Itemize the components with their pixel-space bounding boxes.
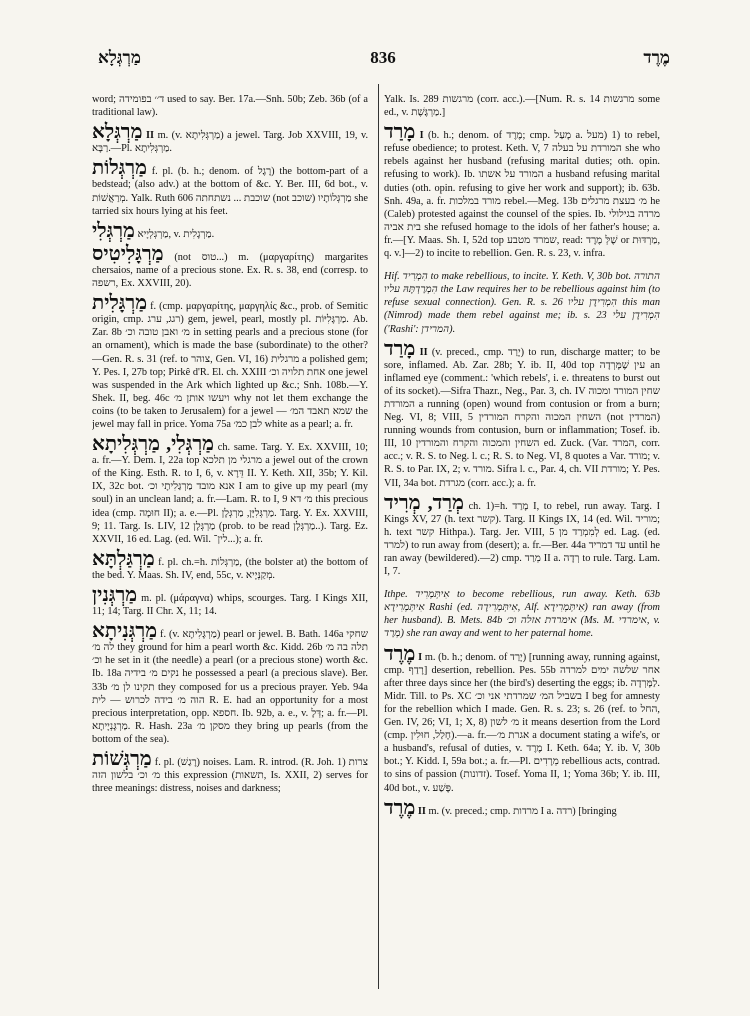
dictionary-entry [92,158,368,217]
entry-headword: מֶרֶד [384,642,416,665]
dictionary-entry [92,621,368,746]
entry-headword: מַרְגְּלוֹת [92,157,147,180]
column-divider [378,84,379,989]
entry-numeral: II [146,130,155,142]
entry-definition: f. (v. מַרְגָּלִיתָא) pearl or jewel. B. Bath. 146a שחקי לה מ׳ they ground for him a pearl worth &c. Kidd. 26b תלה בה מ׳ וכ׳ he set in it (the needle) a pearl (or a precious stone) worth &c. Ib. 18a נקים מ׳ בידיה he possessed a pearl (a precious slave). Ber. 33b תקינו לן מ׳ they composed for us a precious prayer. Yeb. 94a הוה מ׳ בידה לכרוש — לית R. E. had an opportunity for a most precious interpretation, opp. חספא. Ib. 92b, a. e., v. דְּלָ; a. fr.—Pl. מַרְגָּנְיָיתָא. R. Hash. 23a מסקן מ׳ they bring up pearls (from the bottom of the sea). [92,629,368,745]
dictionary-entry [384,263,660,335]
dictionary-entry [384,493,660,579]
dictionary-entry [92,122,368,155]
entry-definition: (b. h.; denom. of מֶרֶד; cmp. מָעַל a. מעל) 1) to rebel, refuse obedience; to protest. Keth. V, 7 המורדת על בעלה she who rebels against her husband (refusing marital duties; oth. opin. refusing to work). Ib. המורד על אשתו a husband refusing marital duties (oth. opin. refusing to give her work and support); ib. 63b. Snh. 49a, a. fr. מורד במלכות rebel.—Meg. 13b מ׳ בעצת מרגלים he (Caleb) protested against the counsel of the spies. Ib. מרדה בגילולי בית אביה she refused homage to the idols of her father's house; a. fr.—[Y. Maas. Sh. I, 52d top שמרד מטבע, read: שֶׁלְּ מֶרֶד or מַרְדּוּת, q. v.]—2) to incite to rebellion. Gen. R. s. 23, v. infra. [384,130,660,260]
header-right-word: מֶרֶד [643,48,670,67]
entry-headword: מֶרֶד [384,796,416,819]
dictionary-entry [92,549,368,582]
entry-numeral: II [417,805,426,817]
entry-numeral: II [419,346,428,358]
entry-headword: מְרַד, מְרִיד [384,491,464,514]
entry-headword: מַרְגְּשׁוֹת [92,748,152,771]
entry-definition: Ithpe. אִיתְּמְרִיד to become rebellious, run away. Keth. 63b אִיתְּמְרִידָא Rashi (ed. אִיתְּמְרִידָה, Alf. אִיתְּמְרִידָא) ran away (from her husband). B. Mets. 84b אימרדת אזלה וכ׳ (Ms. M. אימרדי, v. מְרַד) she ran away and went to her paternal home. [384,589,660,640]
dictionary-entry [384,798,660,818]
entry-headword: מַרְגְּנִין [92,584,138,606]
entry-definition: (not טוס...) m. (μαργαρίτης) margarites chersaios, name of a precious stone. Ex. R. s. 38, end (corresp. to רשפה, Ex. XXVIII, 20). [92,251,368,290]
entry-definition: m. (v. מַרְגְּלִיתָא) a jewel. Targ. Job XXVIII, 19, v. רַבָּא.—Pl. מַרְגְּלִיתָא. [92,130,368,155]
entry-definition: word; ד׳׳ בפומידה used to say. Ber. 17a.—Snh. 50b; Zeb. 36b (of a traditional law). [92,94,368,119]
entry-definition: f. pl. (b. h.; denom. of רֶגֶל) the bottom-part of a bedstead; (also adv.) at the bottom of &c. Y. Ber. III, 6d bot., v. מְרַאֲשׁוֹת. Yalk. Ruth 606 שוכבת ... נשתחתה (not שוכב) מַרְגְּלוֹתָיו she tarried six hours lying at his feet. [92,166,368,217]
entry-definition: Hif. הִמְרִיד to make rebellious, to incite. Y. Keth. V, 30b bot. התורה הִמְרַדְתָּהּ עליו the Law requires her to be rebellious against him (to refuse sexual connection). Gen. R. s. 26 הִמְרִידָן עליו this man (Nimrod) made them rebel against me; ib. s. 23 הִמְרִידָן עלי ('Rashi': המרידן). [384,271,660,335]
entry-numeral: I [418,651,423,663]
entry-headword: מַרְגְּלָא [92,121,143,144]
entry-definition: ch. 1)=h. מָרַד I, to rebel, run away. Targ. I Kings XV, 27 (h. text קשר). Targ. II Kings IX, 14 (ed. Wil. מוריד; h. text קשר Hithpa.). Targ. Jer. VIII, 5 לְמִמְרַד מן ed. Lag. (ed. למרד) to run away from (desert); a. fr.—Ber. 44a עד דמריד until he ran away (bewildered).—2) cmp. מְרַד II a. רְדָה to rule. Targ. Lam. I, 7. [384,500,660,578]
entry-headword: מַרְגָּלִית [92,292,148,315]
entry-definition: m. pl. (μάραγνα) whips, scourges. Targ. I Kings XII, 11; 14; Targ. II Chr. X, 11; 14. [92,593,368,618]
right-column [384,86,660,991]
dictionary-entry [384,644,660,795]
entry-definition: f. (cmp. μαργαρίτης, μαργηλίς &c., prob. of Semitic origin, cmp. רגג, ערג) gem, jewel, pearl, mostly pl. מַרְגָּלִיּוֹת. Ab. Zar. 8b מ׳ ואבן טובה וכ׳ in setting pearls and a precious stone (for an ornament), which is made the base (subordinate) to the other?—Gen. R. s. 31 (ref. to צוהר, Gen. VI, 16) מרגלית a polished gem; Y. Pes. I, 27b top; Pirkê d'R. El. ch. XXIII אחת תלויה וכ׳ one jewel was suspended in the Ark which lighted up &c.; Snh. 108b.—Y. Shek. II, beg. 46c ויעשו אותן מ׳ why not let them exchange the coins (to be taken to Jerusalem) for a jewel — שמא תאבד המ׳ the jewel may fall in price. Yoma 75a לבן כמ׳ white as a pearl; a. fr. [92,301,368,430]
dictionary-entry [92,749,368,795]
page-header [88,48,678,70]
page-number: 836 [370,48,396,67]
entry-numeral: I [419,130,424,142]
entry-definition: (v. preced., cmp. יָרַד) to run, discharge matter; to be sore, inflamed. Ab. Zar. 28b; Y. ib. II, 40d top עין שֶׁמָּרְדָה an inflamed eye (comment.: 'which rebels', i. e. threatens to burst out of its socket).—Sifra Thazr., Neg., Par. 3, ch. IV שחין המורד ומכוה המורדת a running (open) wound from contusion or from a burn; Neg. VI, 8; VIII, 5 השחין המכוה והקרח המורדין (not המרדין) running wounds from contusion, burn or inflammation; Tosef. ib. III, 10 השחין והמכוה והקרח והמורדין ed. Zuck. (Var. המרד, corr. acc.; v. R. S. to Neg. l. c.; R. S. to Neg. VI, 8 quotes a Var. מורד; v. R. S. to Par. IX, 2; v. מורד. Sifra l. c., Par. 4, ch. VII מורדת; Y. Pes. VII, 34a bot. מגרדת (corr. acc.); a. fr. [384,346,660,489]
header-left-word: מַרְגְּלָא [98,48,141,67]
dictionary-entry [92,434,368,546]
entry-definition: m. (b. h.; denom. of יָרַד) [running away, running against, cmp. רָדַף] desertion, rebellion. Pes. 55b אחר שלשה ימים למרדה after three days since her (the bird's) deserting the eggs; ib. לַמָּרְדָה. Midr. Till. to Ps. XC בשביל המ׳ שמרדתי אני וכ׳ I beg for amnesty for the rebellion which I made. Gen. R. s. 23; s. 26 (ref. to החל, Gen. IV, 26; VI, 1; X, 8) מ׳ לשון it means desertion from the Lord (cmp. חָלַל, חוּלִין).—a. fr.—אגרת מ׳ a document stating a wife's, or a husband's, refusal of duties, v. מֶרֶד I. Keth. 64a; Y. ib. V, 30b bot.; Y. Kidd. I, 59a bot.; a. fr.—Pl. מְרָדִים rebellious acts, contrad. to sins of passion (זדונות). Tosef. Yoma II, 1; Yoma 36b; Y. ib. III, 40d bot., v. פֶּשַׁע. [384,651,660,794]
dictionary-entry [92,86,368,119]
dictionary-entry [92,293,368,431]
left-column [92,86,368,991]
dictionary-entry [92,221,368,241]
entry-headword: מַרְגְּנִיתָא [92,620,158,643]
entry-definition: מַרְגְּלְיָיא, v. מַרְגָלִית. [137,228,215,240]
entry-definition: ch. same. Targ. Y. Ex. XXVIII, 10; a. fr.—Y. Dem. I, 22a top מרגלי מן תלכא a jewel out of the crown of the King. Esth. R. to I, 6, v. דֵּרָא II. Y. Keth. XII, 35b; Y. Kil. IX, 32c bot. אנא מובד מַרְגַּלִיתָי וכ׳ I am to give up my pearl (my soul) in an unclean land; a. fr.—Lam. R. to I, 9 מ׳ דא this precious idea (cmp. חוּמָה II); a. e.—Pl. מַרְגְּלִיָּן, מַרְגְּלָן. Targ. Y. Ex. XXVIII, 9; 11. Targ. Is. LIV, 12 מַרְגְּלָן (prob. to be read מַרְגְּלָן..). Targ. Ez. XXVII, 16 ed. Lag. (ed. Wil. לין־...); a. fr. [92,442,368,545]
dictionary-entry [384,86,660,119]
entry-headword: מַרְגְּלִי [92,219,135,242]
entry-definition: Yalk. Is. 289 מרגשות (corr. acc.).—[Num. R. s. 14 מרגשות some ed., v. מַרְגֶּשֶׁת.] [384,94,660,119]
dictionary-entry [384,122,660,260]
entry-headword: מַרְגָּלִיטִיס [92,242,164,265]
entry-definition: m. (v. preced.; cmp. מרדות I a. רדה) [bringing [428,805,617,817]
entry-headword: מָרַד [384,121,416,144]
dictionary-entry [92,244,368,290]
dictionary-entry [92,585,368,618]
dictionary-entry [384,581,660,640]
entry-headword: מָרַד [384,337,416,360]
entry-headword: מַרְגַּלְתָּא [92,547,155,570]
entry-definition: f. pl. ch.=h. מַרְגְּלוֹת, (the bolster at) the bottom of the bed. Y. Maas. Sh. IV, end, 55c, v. מְקַנְּיָיא. [92,556,368,581]
entry-definition: f. pl. (רָגַשׁ) noises. Lam. R. introd. (R. Joh. 1) צרות מ׳ וכ׳ בלשון הזה this expression (תשאות, Is. XXII, 2) serves for three meanings: distress, noises and darkness; [92,757,368,795]
dictionary-entry [384,339,660,490]
entry-headword: מַרְגְּלִי, מַרְגְּלִיתָא [92,433,214,456]
